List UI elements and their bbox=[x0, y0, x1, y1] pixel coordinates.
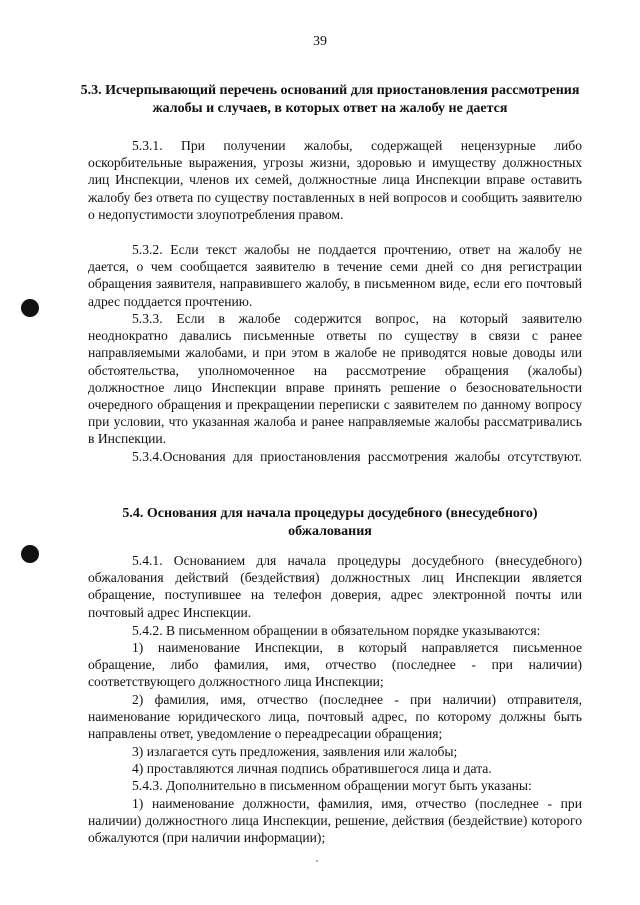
list-item-2: 2) фамилия, имя, отчество (последнее - при наличии) отправителя, наименование юридического лица, почтовый адрес, по которому должны быть направлены ответ, уведомление о переадресации обращения; bbox=[88, 692, 582, 742]
section-heading-5-3: 5.3. Исчерпывающий перечень оснований для приостановления рассмотрения жалобы и случаев, в которых ответ на жалобу не дается bbox=[80, 83, 580, 116]
page-number: 39 bbox=[313, 34, 327, 49]
scan-speck bbox=[316, 860, 318, 862]
section-heading-5-4: 5.4. Основания для начала процедуры досудебного (внесудебного) обжалования bbox=[122, 506, 538, 539]
paragraph-5-4-1: 5.4.1. Основанием для начала процедуры досудебного (внесудебного) обжалования действий (бездействия) должностных лиц Инспекции является обращение, поступившее на телефон доверия, адрес электронной почты или почтовый адрес Инспекции. bbox=[88, 553, 582, 620]
list-item-1: 1) наименование Инспекции, в который направляется письменное обращение, либо фамилия, имя, отчество (последнее - при наличии) соответствующего должностного лица Инспекции; bbox=[88, 640, 582, 690]
paragraph-5-4-3: 5.4.3. Дополнительно в письменном обращении могут быть указаны: bbox=[132, 778, 532, 793]
binder-hole-top bbox=[21, 299, 39, 317]
list-item-5-4-3-1: 1) наименование должности, фамилия, имя, отчество (последнее - при наличии) должностного лица Инспекции, решение, действия (бездействие) которого обжалуются (при наличии информации); bbox=[88, 796, 582, 846]
paragraph-5-3-1: 5.3.1. При получении жалобы, содержащей нецензурные либо оскорбительные выражения, угрозы жизни, здоровью и имуществу должностных лиц Инспекции, членов их семей, должностные лица Инспекции вправе оставить жалобу без ответа по существу поставленных в ней вопросов и сообщить заявителю о недопустимости злоупотребления правом. bbox=[88, 138, 582, 222]
binder-hole-bottom bbox=[21, 545, 39, 563]
paragraph-5-3-3: 5.3.3. Если в жалобе содержится вопрос, на который заявителю неоднократно давались письменные ответы по существу в связи с ранее направляемыми жалобами, и при этом в жалобе не приводятся новые доводы или обстоятельства, уполномоченное на рассмотрение обращения (жалобы) должностное лицо Инспекции вправе принять решение о безосновательности очередного обращения и прекращении переписки с заявителем по данному вопросу при условии, что указанная жалоба и ранее направляемые жалобы рассматривались в Инспекции. bbox=[88, 311, 582, 447]
paragraph-5-3-2: 5.3.2. Если текст жалобы не поддается прочтению, ответ на жалобу не дается, о чем сообщается заявителю в течение семи дней со дня регистрации обращения заявителя, направившего жалобу, в письменном виде, если его почтовый адрес поддается прочтению. bbox=[88, 242, 582, 309]
paragraph-5-4-2: 5.4.2. В письменном обращении в обязательном порядке указываются: bbox=[132, 623, 541, 638]
list-item-4: 4) проставляются личная подпись обратившегося лица и дата. bbox=[132, 761, 492, 776]
list-item-3: 3) излагается суть предложения, заявления или жалобы; bbox=[132, 744, 458, 759]
paragraph-5-3-4: 5.3.4.Основания для приостановления рассмотрения жалобы отсутствуют. bbox=[132, 449, 582, 464]
